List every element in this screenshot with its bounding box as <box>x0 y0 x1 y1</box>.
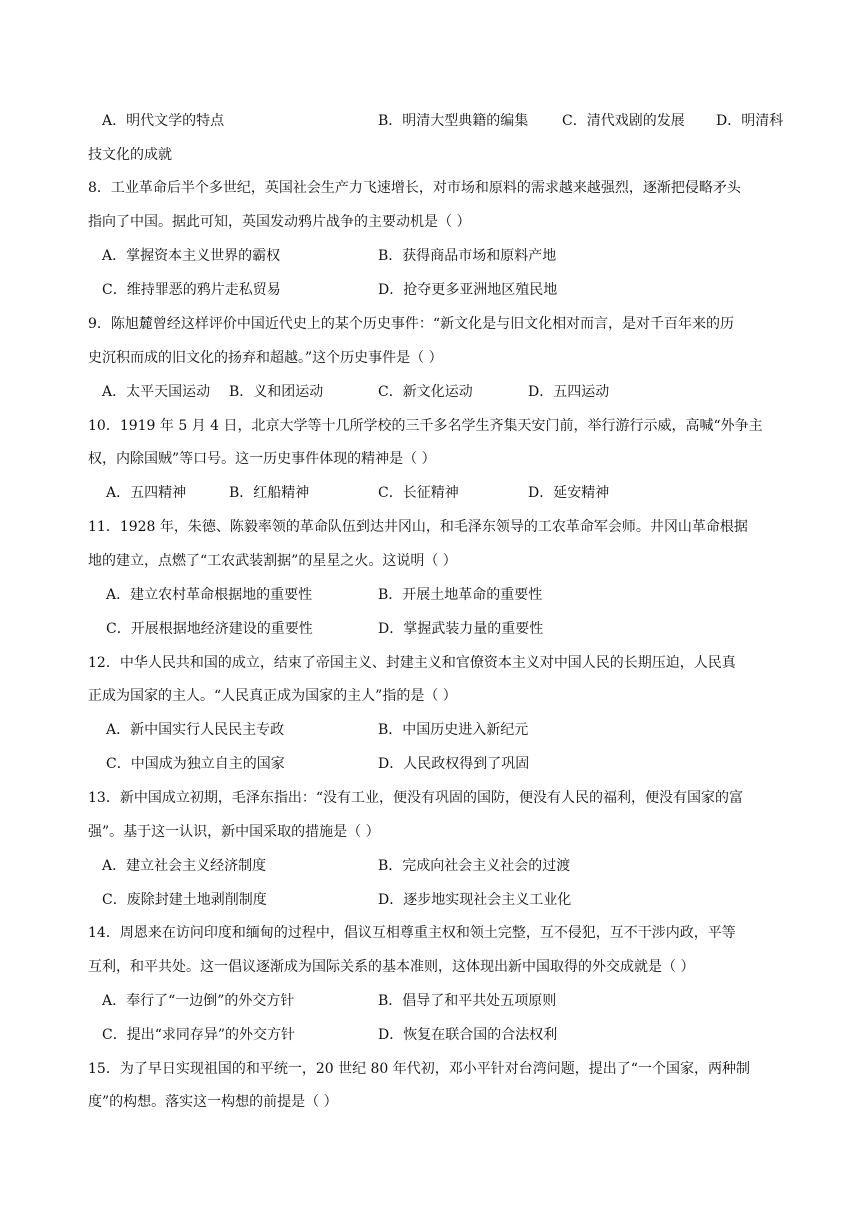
q11-option-b: B．开展土地革命的重要性 <box>378 587 543 603</box>
q9-option-c: C．新文化运动 <box>378 384 473 400</box>
q9-option-d: D．五四运动 <box>528 384 610 400</box>
q8-option-a: A．掌握资本主义世界的霸权 <box>102 248 281 264</box>
q10-stem-line1: 10．1919 年 5 月 4 日，北京大学等十几所学校的三千多名学生齐集天安门前，举行游行示威，高喊“外争主 <box>88 418 763 434</box>
q7-option-d: D．明清科 <box>716 113 784 129</box>
q9-option-a: A．太平天国运动 <box>102 384 211 400</box>
q11-option-c: C．开展根据地经济建设的重要性 <box>106 621 313 637</box>
q8-option-d: D．抢夺更多亚洲地区殖民地 <box>378 282 558 298</box>
q7-option-b: B．明清大型典籍的编集 <box>378 113 529 129</box>
q13-stem-line2: 强”。基于这一认识，新中国采取的措施是（ ） <box>88 824 380 840</box>
q12-option-a: A．新中国实行人民民主专政 <box>106 722 285 738</box>
q11-stem-line2: 地的建立，点燃了“工农武装割据”的星星之火。这说明（ ） <box>88 553 457 569</box>
q13-stem-line1: 13．新中国成立初期，毛泽东指出：“没有工业，便没有巩固的国防，便没有人民的福利，便没有国家的富 <box>88 790 743 806</box>
q15-stem-line1: 15．为了早日实现祖国的和平统一，20 世纪 80 年代初，邓小平针对台湾问题，提出了“一个国家，两种制 <box>88 1061 750 1077</box>
q9-option-b: B．义和团运动 <box>229 384 324 400</box>
q14-option-d: D．恢复在联合国的合法权利 <box>378 1027 558 1043</box>
q15-stem-line2: 度”的构想。落实这一构想的前提是（ ） <box>88 1094 338 1110</box>
q13-option-a: A．建立社会主义经济制度 <box>102 858 267 874</box>
q13-option-b: B．完成向社会主义社会的过渡 <box>378 858 571 874</box>
q14-stem-line1: 14．周恩来在访问印度和缅甸的过程中，倡议互相尊重主权和领土完整，互不侵犯，互不干涉内政，平等 <box>88 925 736 941</box>
q14-option-a: A．奉行了“一边倒”的外交方针 <box>102 993 295 1009</box>
q7-option-c: C．清代戏剧的发展 <box>562 113 685 129</box>
q12-option-d: D．人民政权得到了巩固 <box>378 756 530 772</box>
q8-option-b: B．获得商品市场和原料产地 <box>378 248 557 264</box>
q9-stem-line1: 9．陈旭麓曾经这样评价中国近代史上的某个历史事件：“新文化是与旧文化相对而言，是对千百年来的历 <box>88 316 735 332</box>
q14-stem-line2: 互利，和平共处。这一倡议逐渐成为国际关系的基本准则，这体现出新中国取得的外交成就是（ ） <box>88 959 695 975</box>
q8-stem-line2: 指向了中国。据此可知，英国发动鸦片战争的主要动机是（ ） <box>88 214 471 230</box>
q12-option-c: C．中国成为独立自主的国家 <box>106 756 285 772</box>
q13-option-d: D．逐步地实现社会主义工业化 <box>378 892 572 908</box>
q12-stem-line1: 12．中华人民共和国的成立，结束了帝国主义、封建主义和官僚资本主义对中国人民的长期压迫，人民真 <box>88 655 736 671</box>
q9-stem-line2: 史沉积而成的旧文化的扬弃和超越。”这个历史事件是（ ） <box>88 350 443 366</box>
q10-stem-line2: 权，内除国贼”等口号。这一历史事件体现的精神是（ ） <box>88 451 436 467</box>
q10-option-c: C．长征精神 <box>378 485 459 501</box>
q12-stem-line2: 正成为国家的主人。“人民真正成为国家的主人”指的是（ ） <box>88 688 457 704</box>
q12-option-b: B．中国历史进入新纪元 <box>378 722 529 738</box>
q11-option-a: A．建立农村革命根据地的重要性 <box>106 587 313 603</box>
q11-stem-line1: 11．1928 年，朱德、陈毅率领的革命队伍到达井冈山，和毛泽东领导的工农革命军会师。井冈山革命根据 <box>88 519 748 535</box>
q10-option-a: A．五四精神 <box>106 485 187 501</box>
q7-option-d-continued: 技文化的成就 <box>88 147 172 163</box>
q7-option-a: A．明代文学的特点 <box>102 113 225 129</box>
q13-option-c: C．废除封建土地剥削制度 <box>102 892 267 908</box>
q10-option-d: D．延安精神 <box>528 485 610 501</box>
q11-option-d: D．掌握武装力量的重要性 <box>378 621 544 637</box>
q8-option-c: C．维持罪恶的鸦片走私贸易 <box>102 282 281 298</box>
q14-option-b: B．倡导了和平共处五项原则 <box>378 993 557 1009</box>
q14-option-c: C．提出“求同存异”的外交方针 <box>102 1027 296 1043</box>
q8-stem-line1: 8．工业革命后半个多世纪，英国社会生产力飞速增长，对市场和原料的需求越来越强烈，逐渐把侵略矛头 <box>88 180 741 196</box>
q10-option-b: B．红船精神 <box>229 485 310 501</box>
